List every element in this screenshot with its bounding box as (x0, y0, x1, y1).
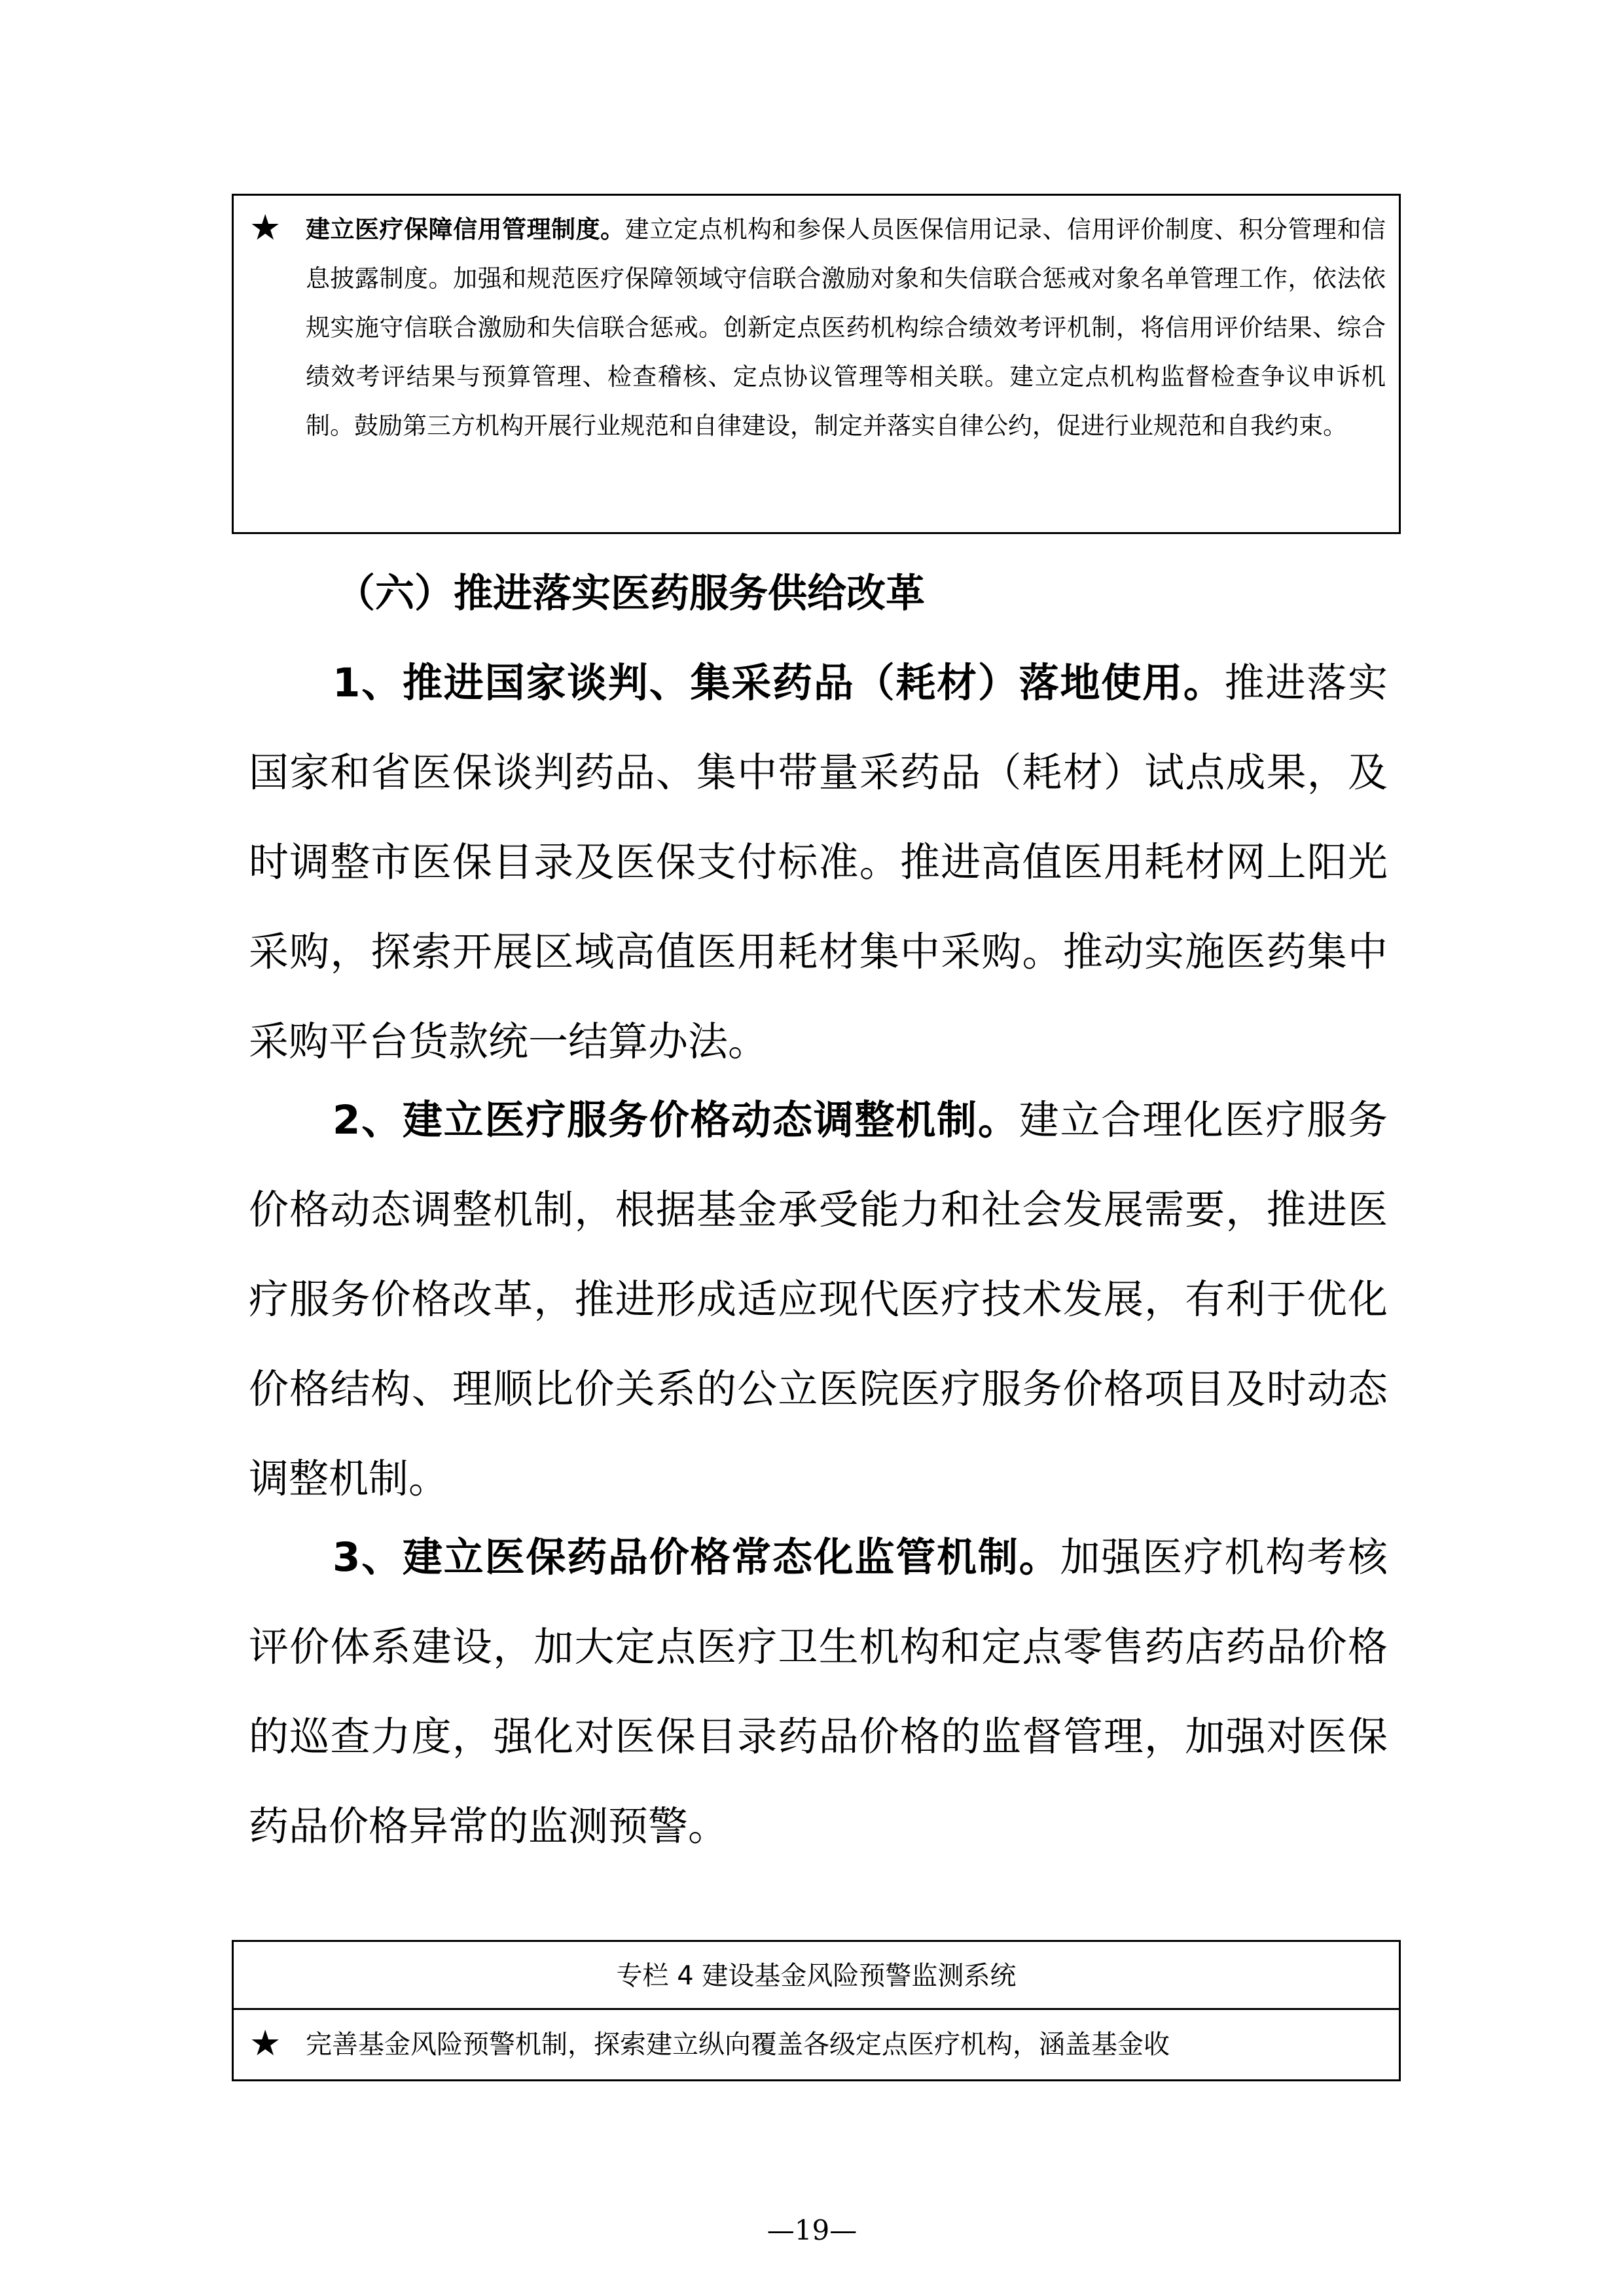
page-number: —19— (767, 2214, 857, 2246)
column-box-text: 完善基金风险预警机制，探索建立纵向覆盖各级定点医疗机构，涵盖基金收 (306, 2030, 1170, 2060)
column-box-credit-management (232, 194, 1401, 534)
column-box-lead: 建立医疗保障信用管理制度。 (306, 215, 625, 243)
section-heading: （六）推进落实医药服务供给改革 (336, 571, 925, 617)
paragraph-3 (249, 1513, 1388, 1871)
star-bullet-icon: ★ (249, 2022, 281, 2064)
paragraph-3-lead: 3、建立医保药品价格常态化监管机制。 (333, 1534, 1060, 1581)
paragraph-3-body: 加强医疗机构考核评价体系建设，加大定点医疗卫生机构和定点零售药店药品价格的巡查力度，强化对医保目录药品价格的监督管理，加强对医保药品价格异常的监测预警。 (249, 1534, 1388, 1850)
paragraph-2-lead: 2、建立医疗服务价格动态调整机制。 (333, 1097, 1019, 1143)
column-box-risk-warning (232, 1940, 1401, 2081)
column-box-text (306, 205, 1386, 450)
star-bullet-icon: ★ (249, 207, 281, 248)
column-box-title: 专栏 4 建设基金风险预警监测系统 (234, 1942, 1399, 2010)
paragraph-1 (249, 638, 1388, 1086)
paragraph-2-body: 建立合理化医疗服务价格动态调整机制，根据基金承受能力和社会发展需要，推进医疗服务价格改革，推进形成适应现代医疗技术发展，有利于优化价格结构、理顺比价关系的公立医院医疗服务价格项目及时动态调整机制。 (249, 1097, 1388, 1502)
column-box-body: 建立定点机构和参保人员医保信用记录、信用评价制度、积分管理和信息披露制度。加强和规范医疗保障领域守信联合激励对象和失信联合惩戒对象名单管理工作，依法依规实施守信联合激励和失信联合惩戒。创新定点医药机构综合绩效考评机制，将信用评价结果、综合绩效考评结果与预算管理、检查稽核、定点协议管理等相关联。建立定点机构监督检查争议申诉机制。鼓励第三方机构开展行业规范和自律建设，制定并落实自律公约，促进行业规范和自我约束。 (306, 215, 1386, 440)
paragraph-2 (249, 1075, 1388, 1524)
paragraph-1-lead: 1、推进国家谈判、集采药品（耗材）落地使用。 (333, 660, 1225, 706)
paragraph-1-body: 推进落实国家和省医保谈判药品、集中带量采药品（耗材）试点成果，及时调整市医保目录及医保支付标准。推进高值医用耗材网上阳光采购，探索开展区域高值医用耗材集中采购。推动实施医药集中采购平台货款统一结算办法。 (249, 660, 1388, 1065)
